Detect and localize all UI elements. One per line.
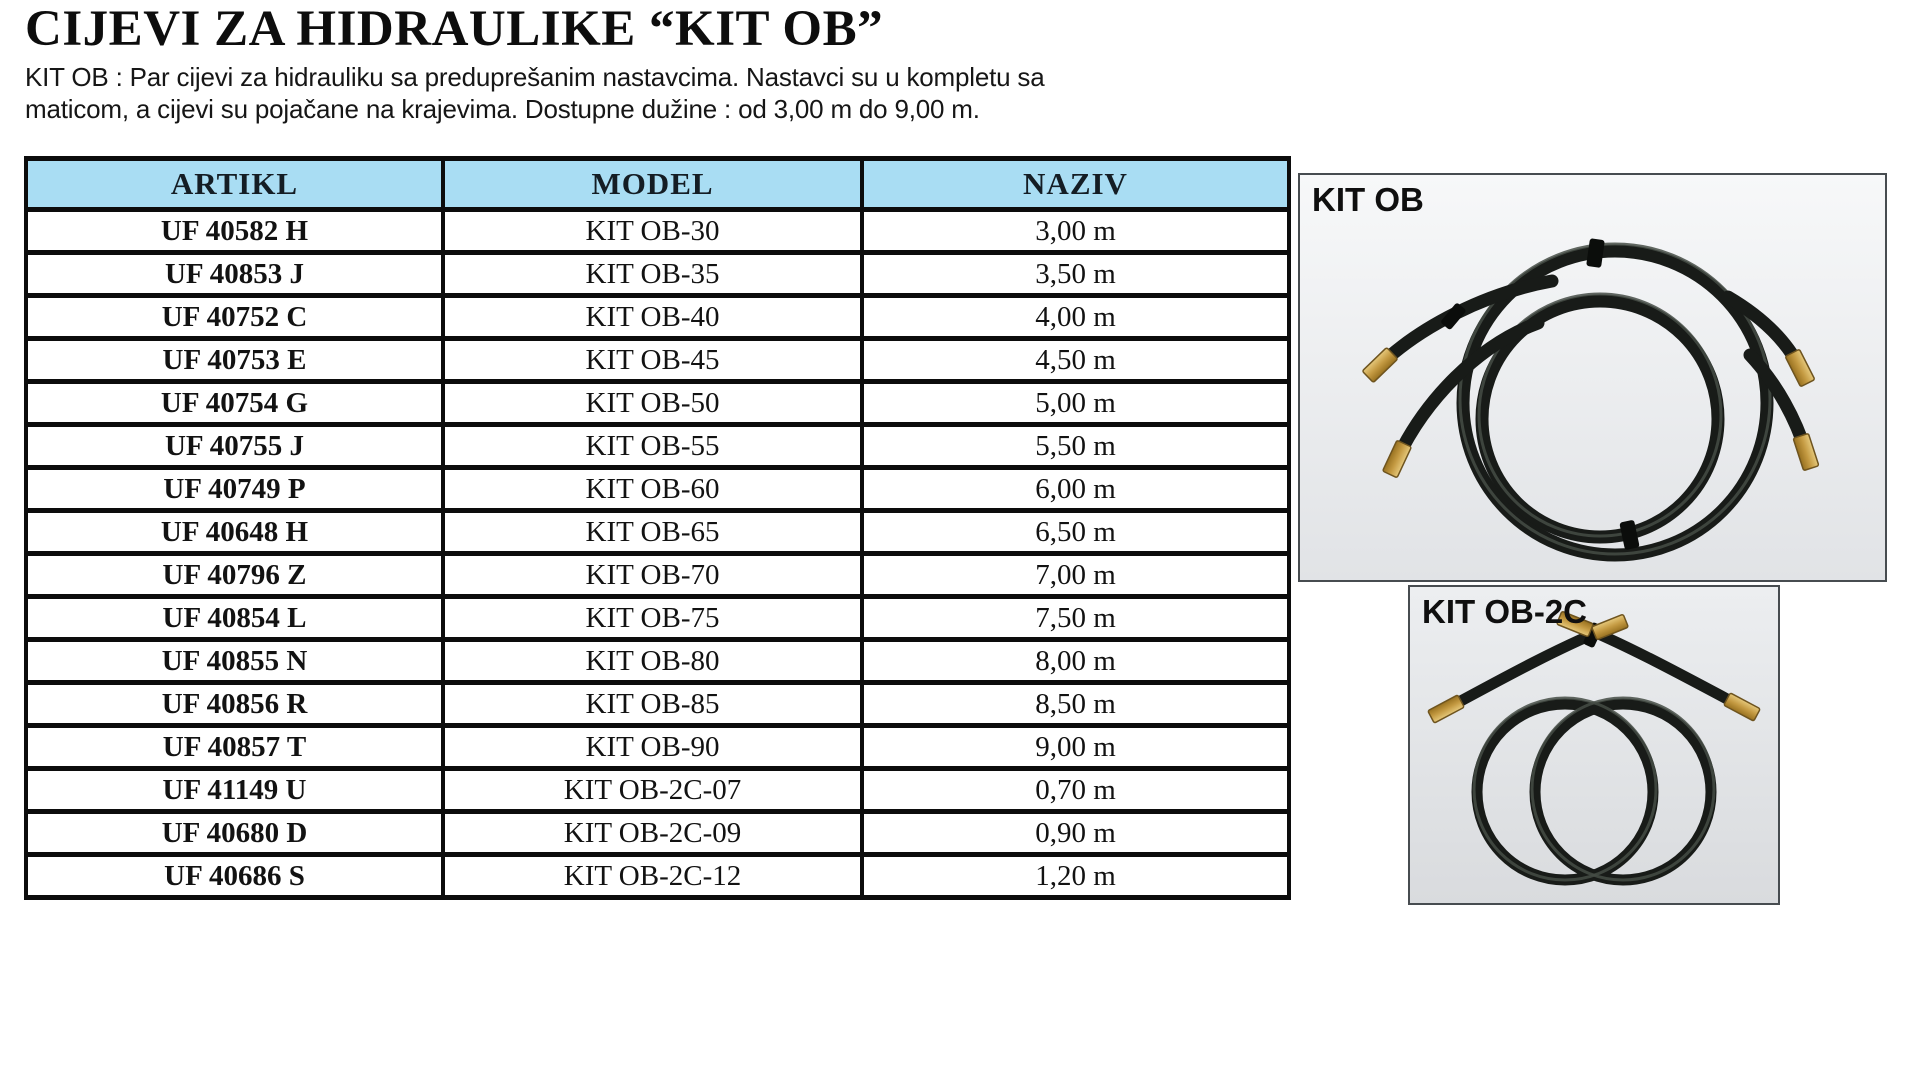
column-header-naziv: NAZIV [862, 159, 1289, 210]
cell-model: KIT OB-40 [443, 296, 862, 339]
column-header-artikl: ARTIKL [26, 159, 443, 210]
cell-naziv: 7,50 m [862, 597, 1289, 640]
description-line-1: KIT OB : Par cijevi za hidrauliku sa preduprešanim nastavcima. Nastavci su u kompletu sa [25, 62, 1045, 92]
table-row [26, 511, 1289, 554]
products-table [24, 156, 1291, 900]
cell-naziv: 3,50 m [862, 253, 1289, 296]
products-table-body [26, 210, 1289, 898]
table-row [26, 726, 1289, 769]
kit-ob-2c-photo-label: KIT OB-2C [1422, 593, 1587, 630]
cell-artikl: UF 40749 P [26, 468, 443, 511]
cell-artikl: UF 41149 U [26, 769, 443, 812]
product-photo-kit-ob [1298, 173, 1887, 582]
cell-model: KIT OB-2C-12 [443, 855, 862, 898]
cell-naziv: 6,00 m [862, 468, 1289, 511]
table-row [26, 339, 1289, 382]
kit-ob-hoses-image [1300, 175, 1885, 580]
cell-model: KIT OB-85 [443, 683, 862, 726]
table-header-row [26, 159, 1289, 210]
table-row [26, 683, 1289, 726]
cell-artikl: UF 40755 J [26, 425, 443, 468]
cell-artikl: UF 40752 C [26, 296, 443, 339]
table-row [26, 468, 1289, 511]
column-header-model: MODEL [443, 159, 862, 210]
cell-model: KIT OB-30 [443, 210, 862, 253]
cell-naziv: 5,00 m [862, 382, 1289, 425]
table-row [26, 210, 1289, 253]
kit-ob-2c-hoses-image [1410, 587, 1778, 903]
cell-model: KIT OB-90 [443, 726, 862, 769]
table-row [26, 597, 1289, 640]
cell-naziv: 0,70 m [862, 769, 1289, 812]
cell-model: KIT OB-65 [443, 511, 862, 554]
cell-artikl: UF 40686 S [26, 855, 443, 898]
cell-model: KIT OB-70 [443, 554, 862, 597]
cell-naziv: 3,00 m [862, 210, 1289, 253]
cell-naziv: 1,20 m [862, 855, 1289, 898]
table-row [26, 769, 1289, 812]
table-row [26, 296, 1289, 339]
cell-artikl: UF 40582 H [26, 210, 443, 253]
cell-model: KIT OB-2C-07 [443, 769, 862, 812]
cell-artikl: UF 40857 T [26, 726, 443, 769]
cell-artikl: UF 40856 R [26, 683, 443, 726]
cell-artikl: UF 40648 H [26, 511, 443, 554]
product-photo-kit-ob-2c [1408, 585, 1780, 905]
cell-artikl: UF 40854 L [26, 597, 443, 640]
cell-artikl: UF 40855 N [26, 640, 443, 683]
cell-model: KIT OB-60 [443, 468, 862, 511]
cell-naziv: 4,00 m [862, 296, 1289, 339]
page-title: CIJEVI ZA HIDRAULIKE “KIT OB” [25, 1, 884, 57]
cell-model: KIT OB-35 [443, 253, 862, 296]
cell-model: KIT OB-2C-09 [443, 812, 862, 855]
cell-model: KIT OB-45 [443, 339, 862, 382]
description-line-2: maticom, a cijevi su pojačane na krajevima. Dostupne dužine : od 3,00 m do 9,00 m. [25, 94, 980, 124]
cell-artikl: UF 40853 J [26, 253, 443, 296]
kit-ob-photo-label: KIT OB [1312, 181, 1424, 218]
cell-artikl: UF 40753 E [26, 339, 443, 382]
cell-artikl: UF 40680 D [26, 812, 443, 855]
table-row [26, 425, 1289, 468]
cell-model: KIT OB-75 [443, 597, 862, 640]
cell-model: KIT OB-80 [443, 640, 862, 683]
table-row [26, 554, 1289, 597]
cell-naziv: 7,00 m [862, 554, 1289, 597]
cell-artikl: UF 40754 G [26, 382, 443, 425]
cell-naziv: 4,50 m [862, 339, 1289, 382]
cell-naziv: 5,50 m [862, 425, 1289, 468]
table-row [26, 253, 1289, 296]
cell-naziv: 6,50 m [862, 511, 1289, 554]
cell-naziv: 9,00 m [862, 726, 1289, 769]
cell-artikl: UF 40796 Z [26, 554, 443, 597]
table-row [26, 812, 1289, 855]
cell-naziv: 8,50 m [862, 683, 1289, 726]
table-row [26, 855, 1289, 898]
table-row [26, 382, 1289, 425]
cell-naziv: 0,90 m [862, 812, 1289, 855]
cell-naziv: 8,00 m [862, 640, 1289, 683]
cell-model: KIT OB-55 [443, 425, 862, 468]
table-row [26, 640, 1289, 683]
cell-model: KIT OB-50 [443, 382, 862, 425]
